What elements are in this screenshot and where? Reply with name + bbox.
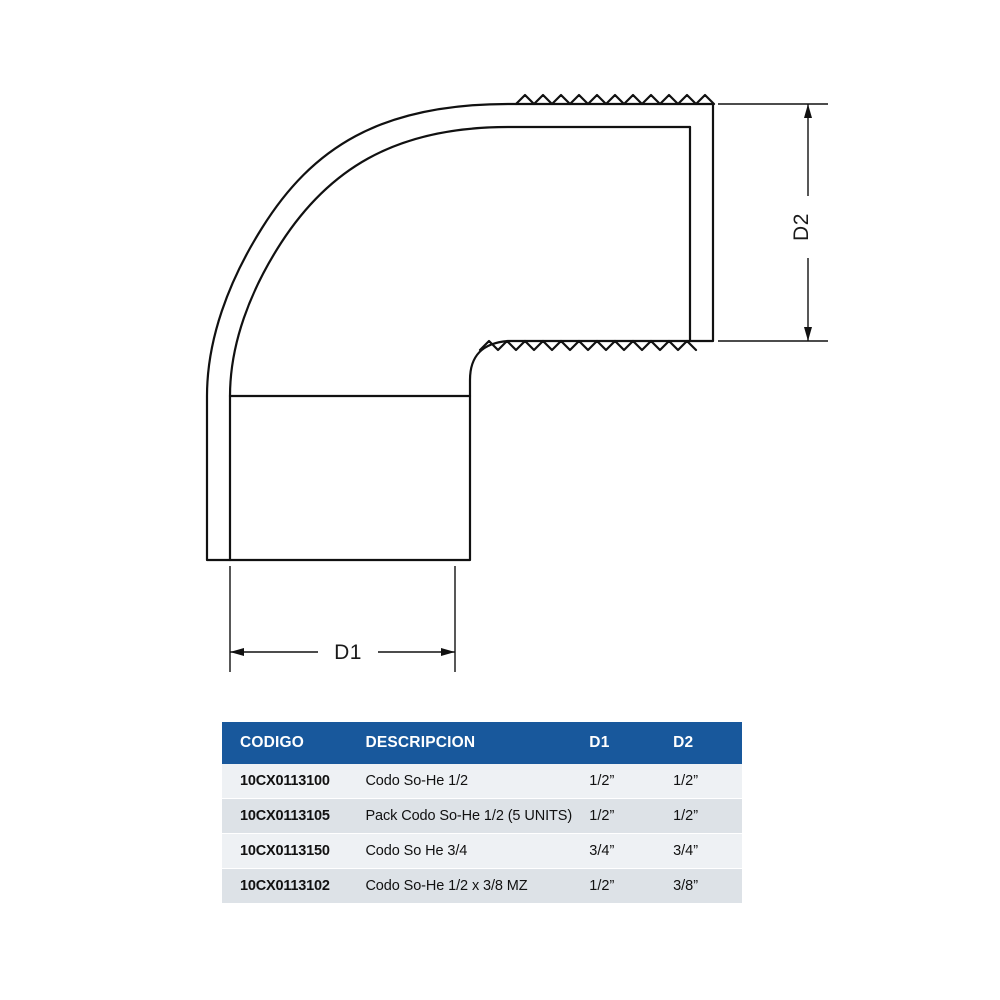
cell-d2: 1/2”	[673, 799, 742, 834]
cell-codigo: 10CX0113100	[222, 764, 365, 799]
cell-codigo: 10CX0113150	[222, 834, 365, 869]
d2-label: D2	[790, 213, 813, 241]
table-row	[222, 834, 742, 869]
cell-codigo: 10CX0113102	[222, 869, 365, 904]
cell-d2: 3/8”	[673, 869, 742, 904]
cell-descripcion: Pack Codo So-He 1/2 (5 UNITS)	[365, 799, 589, 834]
cell-d2: 1/2”	[673, 764, 742, 799]
cell-d1: 1/2”	[589, 799, 673, 834]
elbow-inner-arc	[230, 127, 690, 396]
table-row	[222, 764, 742, 799]
cell-d1: 3/4”	[589, 834, 673, 869]
column-header-d2: D2	[673, 722, 742, 764]
cell-descripcion: Codo So-He 1/2	[365, 764, 589, 799]
cell-descripcion: Codo So-He 1/2 x 3/8 MZ	[365, 869, 589, 904]
cell-d1: 1/2”	[589, 764, 673, 799]
elbow-outer-contour	[207, 104, 713, 560]
cell-codigo: 10CX0113105	[222, 799, 365, 834]
column-header-codigo: CODIGO	[222, 722, 365, 764]
table-row	[222, 799, 742, 834]
table-header-row	[222, 722, 742, 764]
column-header-descripcion: DESCRIPCION	[365, 722, 589, 764]
specifications-table	[222, 722, 742, 904]
table-row	[222, 869, 742, 904]
column-header-d1: D1	[589, 722, 673, 764]
cell-descripcion: Codo So He 3/4	[365, 834, 589, 869]
table-body	[222, 764, 742, 904]
top-thread-zigzag	[516, 95, 714, 104]
cell-d2: 3/4”	[673, 834, 742, 869]
side-thread-zigzag	[480, 341, 696, 350]
table-header	[222, 722, 742, 764]
d1-label: D1	[334, 641, 362, 664]
cell-d1: 1/2”	[589, 869, 673, 904]
